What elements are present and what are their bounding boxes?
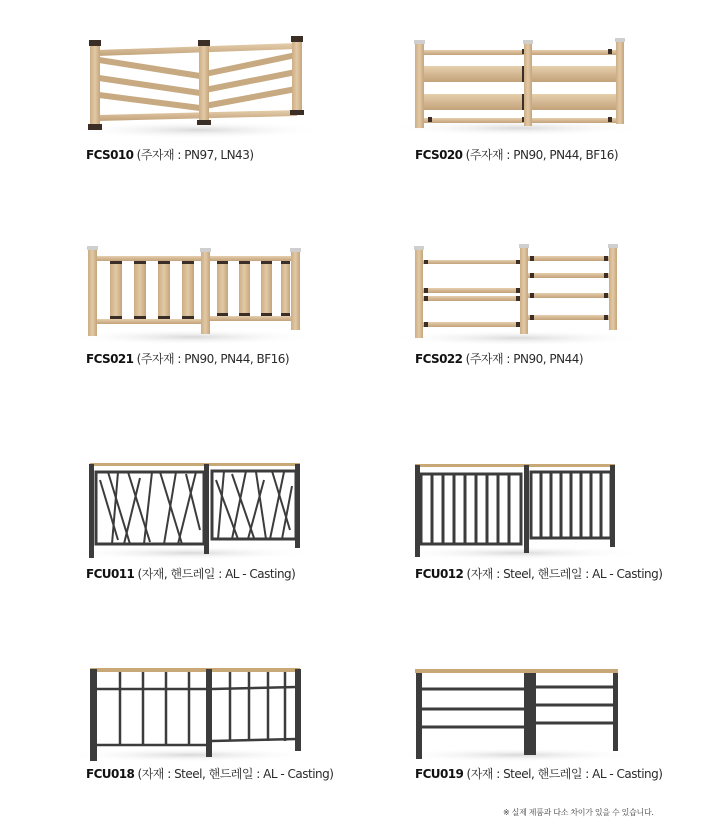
product-fcu018 — [0, 655, 352, 785]
product-caption — [86, 765, 333, 782]
product-caption — [86, 350, 289, 367]
product-spec: (주자재 : PN90, PN44) — [465, 352, 584, 366]
product-code: FCS020 — [415, 148, 463, 162]
product-spec: (주자재 : PN90, PN44, BF16) — [136, 352, 290, 366]
product-caption — [415, 565, 662, 582]
disclaimer-note: ※ 실제 제품과 다소 차이가 있을 수 있습니다. — [503, 808, 654, 817]
product-caption — [415, 146, 618, 163]
product-code: FCU019 — [415, 767, 464, 781]
product-caption — [86, 146, 254, 163]
product-caption — [415, 350, 583, 367]
product-fcu012 — [352, 450, 705, 585]
product-code: FCS022 — [415, 352, 463, 366]
product-fcs010 — [0, 0, 352, 170]
product-code: FCU011 — [86, 567, 135, 581]
product-code: FCS010 — [86, 148, 134, 162]
product-fcs021 — [0, 230, 352, 380]
product-code: FCU012 — [415, 567, 464, 581]
product-fcs020 — [352, 0, 705, 170]
product-spec: (자재 : Steel, 핸드레일 : AL - Casting) — [137, 767, 334, 781]
product-code: FCU018 — [86, 767, 135, 781]
product-spec: (자재, 핸드레일 : AL - Casting) — [137, 567, 296, 581]
product-fcu011 — [0, 450, 352, 585]
product-spec: (주자재 : PN90, PN44, BF16) — [465, 148, 619, 162]
fcs020-fence-image — [352, 0, 705, 170]
product-spec: (주자재 : PN97, LN43) — [136, 148, 254, 162]
fcs010-fence-image — [0, 0, 352, 170]
product-fcu019 — [352, 655, 705, 785]
product-caption — [86, 565, 295, 582]
product-caption — [415, 765, 662, 782]
product-fcs022 — [352, 230, 705, 380]
product-spec: (자재 : Steel, 핸드레일 : AL - Casting) — [466, 567, 663, 581]
product-code: FCS021 — [86, 352, 134, 366]
product-spec: (자재 : Steel, 핸드레일 : AL - Casting) — [466, 767, 663, 781]
